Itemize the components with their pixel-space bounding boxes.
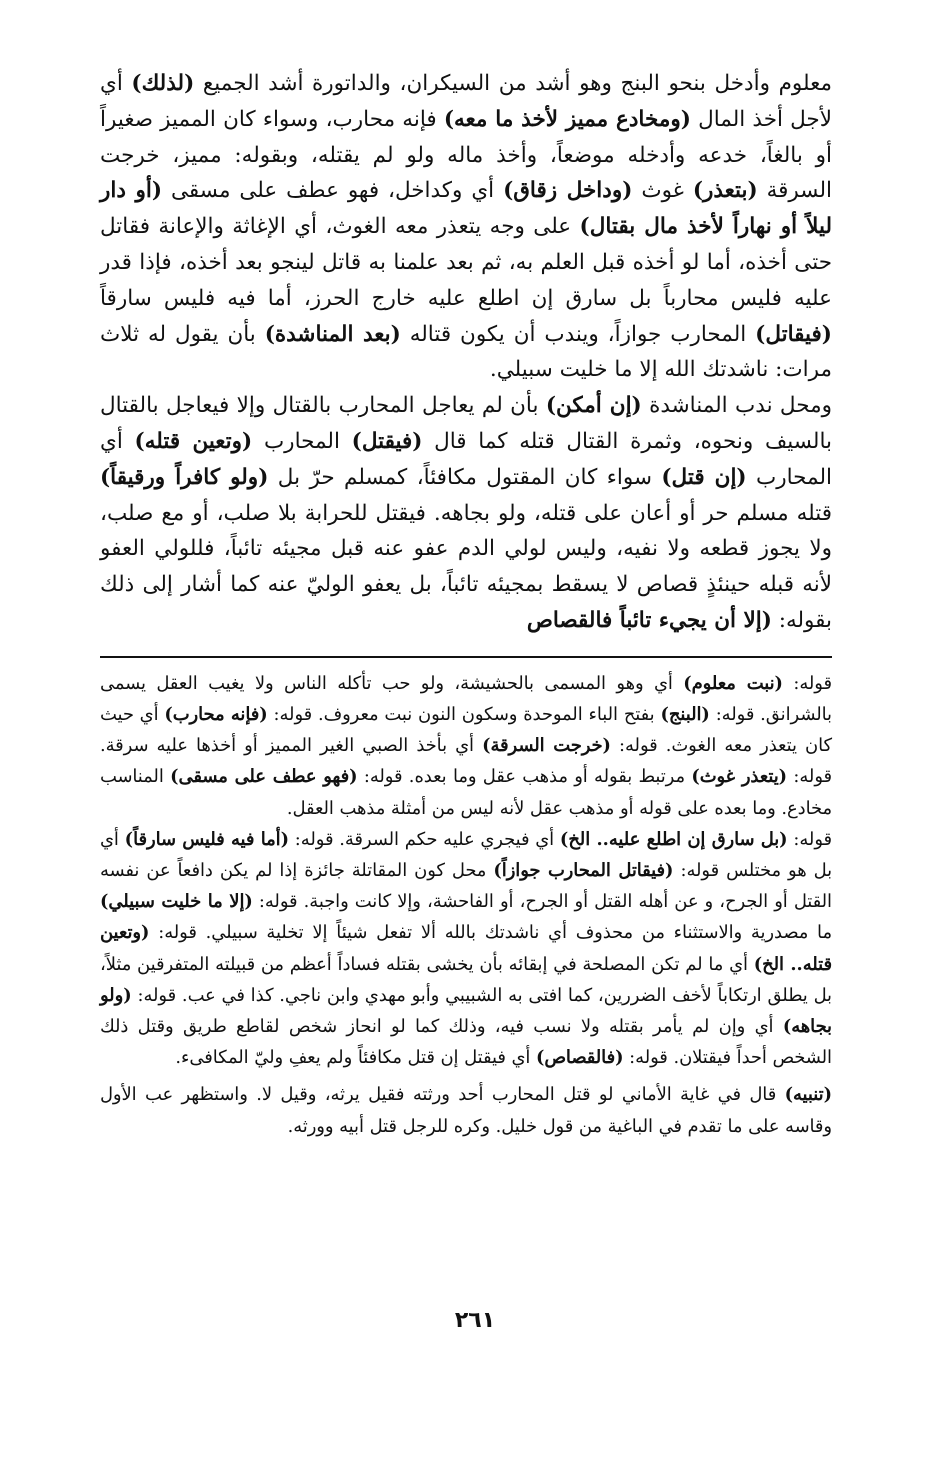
bold-matn-text: (البنج) [660,703,710,725]
bold-matn-text: (وداخل زقاق) [503,178,633,204]
bold-matn-text: (أو دار ليلاً أو نهاراً لأخذ مال بقتال) [100,178,832,240]
bold-matn-text: (نبت معلوم) [683,672,783,694]
footnote-note [100,1079,832,1141]
footnote-separator [100,656,832,658]
commentary-text: ما مصدرية والاستثناء من محذوف أي ناشدتك بالله ألا تفعل شيئاً إلا تخلية سبيلي. قوله: [149,922,832,944]
bold-matn-text: (فيقاتل) [755,321,832,347]
bold-matn-text: (بتعذر) [692,178,758,204]
bold-matn-text: (فإنه محارب) [164,703,268,725]
commentary-text: محل كون المقاتلة جائزة إذا لم يكن دافعاً عن نفسه القتل أو الجرح، و عن أهله القتل أو الجرح، أو الفاحشة، وإلا كانت واجبة. قوله: [100,859,832,913]
bold-matn-text: (تنبيه) [784,1084,832,1106]
bold-matn-text: (لذلك) [131,71,195,96]
main-text [100,66,832,639]
commentary-text: أي فيقتل إن قتل مكافئاً ولم يعفِ وليّ المكافىء. [175,1047,537,1069]
commentary-text: مرتبط بقوله أو مذهب عقل وما بعده. قوله: [357,766,692,788]
bold-matn-text: (إلا أن يجيء تائباً فالقصاص [526,607,772,633]
bold-matn-text: (أما فيه فليس سارقاً) [124,828,290,850]
commentary-text: المحارب جوازاً، ويندب أن يكون قتاله [400,321,756,347]
commentary-text: سواء كان المقتول مكافئاً، كمسلم حرّ بل [268,464,662,490]
commentary-text: أي وكداخل، فهو عطف على مسقى [162,178,504,204]
bold-matn-text: (فيقتل) [351,428,423,454]
bold-matn-text: (يتعذر غوث) [691,766,788,788]
footnotes [100,668,832,1142]
commentary-text: المحارب [252,428,352,454]
main-paragraph-2 [100,388,832,639]
footnote-block-1 [100,668,832,824]
main-paragraph-1 [100,66,832,388]
bold-matn-text: (فهو عطف على مسقى) [170,766,358,788]
commentary-text: المناسب مخادع. وما بعده على قوله أو مذهب عقل لأنه ليس من أمثلة مذهب العقل. [100,766,832,819]
commentary-text: أي بل هو مختلس قوله: [100,828,833,881]
bold-matn-text: (خرجت السرقة) [482,735,611,757]
commentary-text: فإنه محارب، وسواء كان المميز صغيراً أو بالغاً، خدعه وأدخله موضعاً، وأخذ ماله ولو لم يقتله، وبقوله: مميز، خرجت السرقة [100,106,832,204]
page-number: ٢٦١ [454,1308,496,1333]
commentary-text: أي حيث كان يتعذر معه الغوث. قوله: [100,703,832,757]
commentary-text: أي بأخذ الصبي الغير المميز أو أخذها عليه سرقة. قوله: [100,735,833,788]
bold-matn-text: (إلا ما خليت سبيلي) [100,891,253,913]
commentary-text: بأن يقول له ثلاث مرات: ناشدتك الله إلا ما خليت سبيلي. [100,321,832,383]
commentary-text: ومحل ندب المناشدة [641,393,832,419]
bold-matn-text: (ولو كافراً ورقيقاً) [100,464,269,490]
bold-matn-text: (ولو بجاهه) [100,984,832,1037]
bold-matn-text: (وتعين قتله.. الخ) [100,922,832,975]
commentary-text: أي لأجل أخذ المال [100,71,832,132]
bold-matn-text: (فالقصاص) [536,1047,624,1069]
commentary-text: أي وإن لم يأمر بقتله ولا نسب فيه، وذلك كما لو انحاز شخص لقاطع طريق وقتل ذلك الشخص أحداً فيقتلان. قوله: [100,1015,832,1069]
book-page [100,66,832,1142]
bold-matn-text: (ومخادع مميز لأخذ ما معه) [443,106,691,132]
commentary-text: معلوم وأدخل بنحو البنج وهو أشد من السيكران، والداتورة أشد الجميع [194,71,832,96]
commentary-text: قتله مسلم حر أو أعان على قتله، ولو بجاهه. فيقتل للحرابة بلا صلب، أو مع صلب، ولا يجوز قطعه ولا نفيه، وليس لولي الدم عفو عنه قبل مجيئه تائباً، فللولي العفو لأنه قبله حينئذٍ قصاص لا يسقط بمجيئه تائباً، بل يعفو الوليّ عنه كما أشار إلى ذلك بقوله: [100,500,832,633]
commentary-text: قال في غاية الأماني لو قتل المحارب أحد ورثته فقيل يرثه، وقيل لا. واستظهر عب الأول وقاسه على ما تقدم في الباغية من قول خليل. وكره للرجل قتل أبيه وورثه. [100,1084,832,1137]
commentary-text: قوله: [782,672,832,694]
commentary-text: بأن لم يعاجل المحارب بالقتال وإلا فيعاجل بالقتال بالسيف ونحوه، وثمرة القتال قتله كما قال [100,393,832,454]
commentary-text: قوله: [787,828,833,850]
commentary-text: أي فيجري عليه حكم السرقة. قوله: [289,828,560,850]
bold-matn-text: (إن أمكن) [545,393,642,419]
commentary-text: غوث [632,178,693,204]
footnote-block-2 [100,824,832,1074]
commentary-text: أي ما لم تكن المصلحة في إبقائه بأن يخشى بقتله فساداً أعظم من قبيلته المتفرقين مثلاً، بل يطلق ارتكاباً لأخف الضررين، كما افتى به الشبيبي وأبو مهدي وابن ناجي. كذا في عب. قوله: [100,953,832,1006]
commentary-text: بفتح الباء الموحدة وسكون النون نبت معروف. قوله: [267,703,661,725]
commentary-text: أي المحارب [100,428,833,490]
commentary-text: أي وهو المسمى بالحشيشة، ولو حب تأكله الناس ولا يغيب العقل يسمى بالشرانق. قوله: [100,672,832,725]
bold-matn-text: (فيقاتل المحارب جوازاً) [493,859,674,881]
bold-matn-text: (وتعين قتله) [134,428,253,454]
bold-matn-text: (بل سارق إن اطلع عليه.. الخ) [559,828,788,850]
commentary-text: على وجه يتعذر معه الغوث، أي الإغاثة والإعانة فقاتل حتى أخذه، أما لو أخذه قبل العلم به، ثم بعد علمنا به قاتل لينجو بعد أخذه، فإذا قدر عليه فليس محارباً بل سارق إن اطلع عليه خارج الحرز، أما فيه فليس سارقاً [100,214,832,311]
bold-matn-text: (إن قتل) [661,464,747,490]
bold-matn-text: (بعد المناشدة) [264,321,401,347]
